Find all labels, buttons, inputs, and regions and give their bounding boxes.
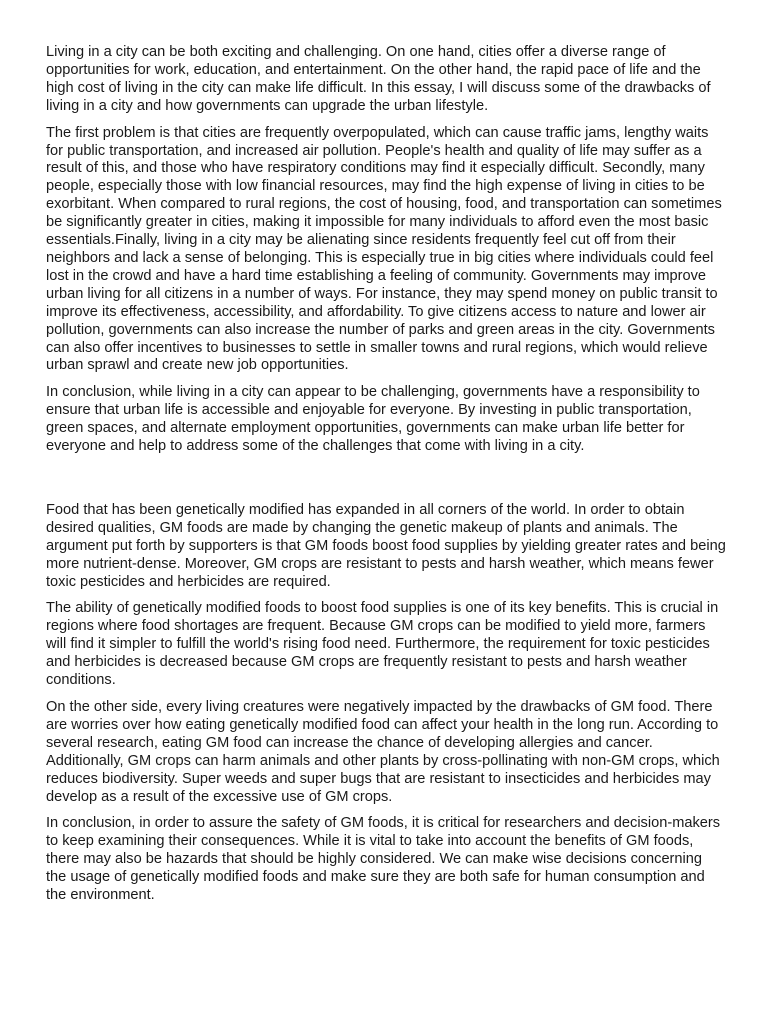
- paragraph: Living in a city can be both exciting and challenging. On one hand, cities offer a diverse range of opportunities for work, education, and entertainment. On the other hand, the rapid pace of life and the high cost of living in the city can make life difficult. In this essay, I will discuss some of the drawbacks of living in a city and how governments can upgrade the urban lifestyle.: [46, 44, 711, 114]
- paragraph: In conclusion, while living in a city can appear to be challenging, governments have a responsibility to ensure that urban life is accessible and enjoyable for everyone. By investing in public transportation, green spaces, and alternate employment opportunities, governments can make urban life better for everyone and help to address some of the challenges that come with living in a city.: [46, 384, 700, 455]
- paragraph: The first problem is that cities are frequently overpopulated, which can cause traffic jams, lengthy waits for public transportation, and increased air pollution. People's health and quality of life may suffer as a result of this, and those who have respiratory conditions may find it especially difficult. Secondly, many people, especially those with low financial resources, may find the high expense of living in cities to be exorbitant. When compared to rural regions, the cost of housing, food, and transportation can sometimes be significantly greater in cities, making it impossible for many individuals to afford even the most basic essentials.Finally, living in a city may be alienating since residents frequently feel cut off from their neighbors and lack a sense of belonging. This is especially true in big cities where individuals could feel lost in the crowd and have a hard time establishing a feeling of community. Governments may improve urban living for all citizens in a number of ways. For instance, they may spend money on public transit to improve its effectiveness, accessibility, and affordability. To give citizens access to nature and lower air pollution, governments can also increase the number of parks and green areas in the city. Governments can also offer incentives to businesses to settle in smaller towns and rural regions, which would relieve urban sprawl and create new job opportunities.: [46, 124, 722, 374]
- section-spacer: [46, 465, 726, 502]
- paragraph: On the other side, every living creatures were negatively impacted by the drawbacks of GM food. There are worries over how eating genetically modified food can affect your health in the long run. According to several research, eating GM food can increase the chance of developing allergies and cancer. Additionally, GM crops can harm animals and other plants by cross-pollinating with non-GM crops, which reduces biodiversity. Super weeds and super bugs that are resistant to insecticides and herbicides may develop as a result of the excessive use of GM crops.: [46, 699, 720, 805]
- paragraph: The ability of genetically modified foods to boost food supplies is one of its key benefits. This is crucial in regions where food shortages are frequent. Because GM crops can be modified to yield more, farmers will find it simpler to fulfill the world's rising food need. Furthermore, the requirement for toxic pesticides and herbicides is decreased because GM crops are frequently resistant to pests and harsh weather conditions.: [46, 600, 719, 689]
- paragraph: In conclusion, in order to assure the safety of GM foods, it is critical for researchers and decision-makers to keep examining their consequences. While it is vital to take into account the benefits of GM foods, there may also be hazards that should be highly considered. We can make wise decisions concerning the usage of genetically modified foods and make sure they are both safe for human consumption and the environment.: [46, 815, 721, 904]
- gm-food-essay: [46, 502, 726, 905]
- city-living-essay: [46, 44, 726, 456]
- paragraph: Food that has been genetically modified has expanded in all corners of the world. In order to obtain desired qualities, GM foods are made by changing the genetic makeup of plants and animals. The argument put forth by supporters is that GM foods boost food supplies by yielding greater rates and being more nutrient-dense. Moreover, GM crops are resistant to pests and harsh weather, which means fewer toxic pesticides and herbicides are required.: [46, 501, 726, 590]
- document-page: [46, 44, 726, 914]
